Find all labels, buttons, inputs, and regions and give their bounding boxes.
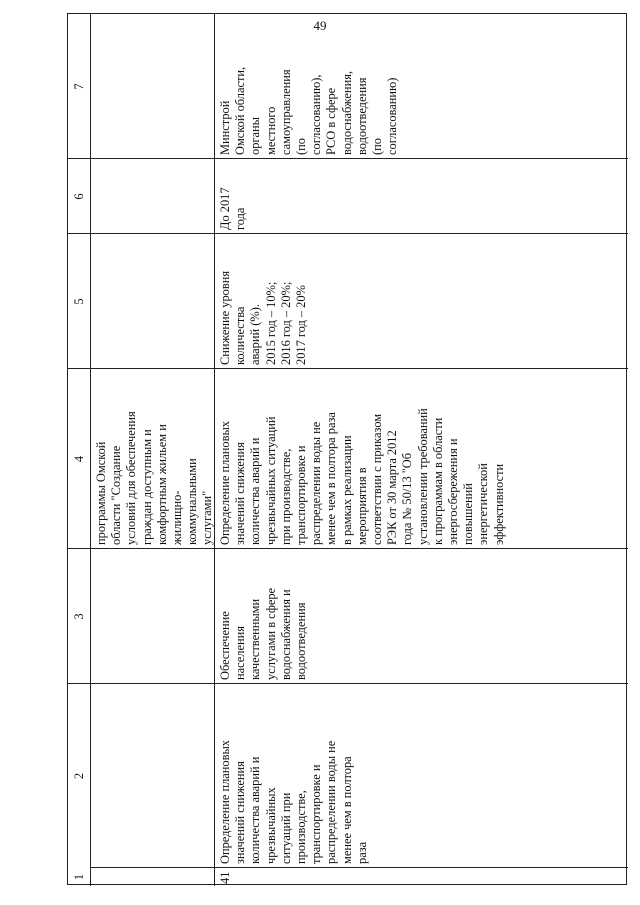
page-number: 49 (313, 18, 327, 33)
row41-col-5: Снижение уровня количества аварий (%). 2015 год – 10%; 2016 год – 20%; 2017 год – 20% (218, 270, 309, 365)
header-col-2: 2 (72, 772, 86, 780)
row41-col-6: До 2017 года (218, 187, 248, 230)
row41-col-3: Обеспечение населения качественными услугами в сфере водоснабжения и водоотведения (218, 587, 309, 680)
header-col-7: 7 (72, 83, 86, 90)
header-col-5: 5 (72, 298, 86, 305)
header-col-6: 6 (72, 193, 86, 200)
header-col-1: 1 (72, 873, 86, 881)
col-separator-0 (90, 867, 628, 868)
row41-col-7: Минстрой Омской области, органы местного самоуправления (по согласованию), РСО в сфере водоснабжения, водоотведения (по согласованию) (218, 66, 400, 155)
rotated-table (67, 13, 627, 885)
col-separator-2 (68, 548, 628, 549)
header-col-3: 3 (72, 613, 86, 620)
continuation-col-4: программы Омской области "Создание условий для обеспечения граждан доступным и комфортным жильем и жилищно- коммунальными услугами" (94, 411, 215, 545)
col-separator-1 (68, 683, 628, 684)
header-separator (90, 14, 91, 886)
header-col-4: 4 (72, 455, 86, 463)
row41-col-2: Определение плановых значений снижения количества аварий и чрезвычайных ситуаций при производстве, транспортировке и распределении воды не менее чем в полтора раза (218, 740, 369, 864)
row41-col-4: Определение плановых значений снижения количества аварий и чрезвычайных ситуаций при производстве, транспортировке и распределении воды не менее чем в полтора раза в рамках реализации мероприятия в соответствии с приказом РЭК от 30 марта 2012 года № 50/13 "Об установлении требований к программам в области энергосбережения и повышений энергетической эффективности (218, 408, 506, 545)
col-separator-5 (68, 158, 628, 159)
row41-number: 41 (218, 871, 232, 884)
col-separator-4 (68, 233, 628, 234)
